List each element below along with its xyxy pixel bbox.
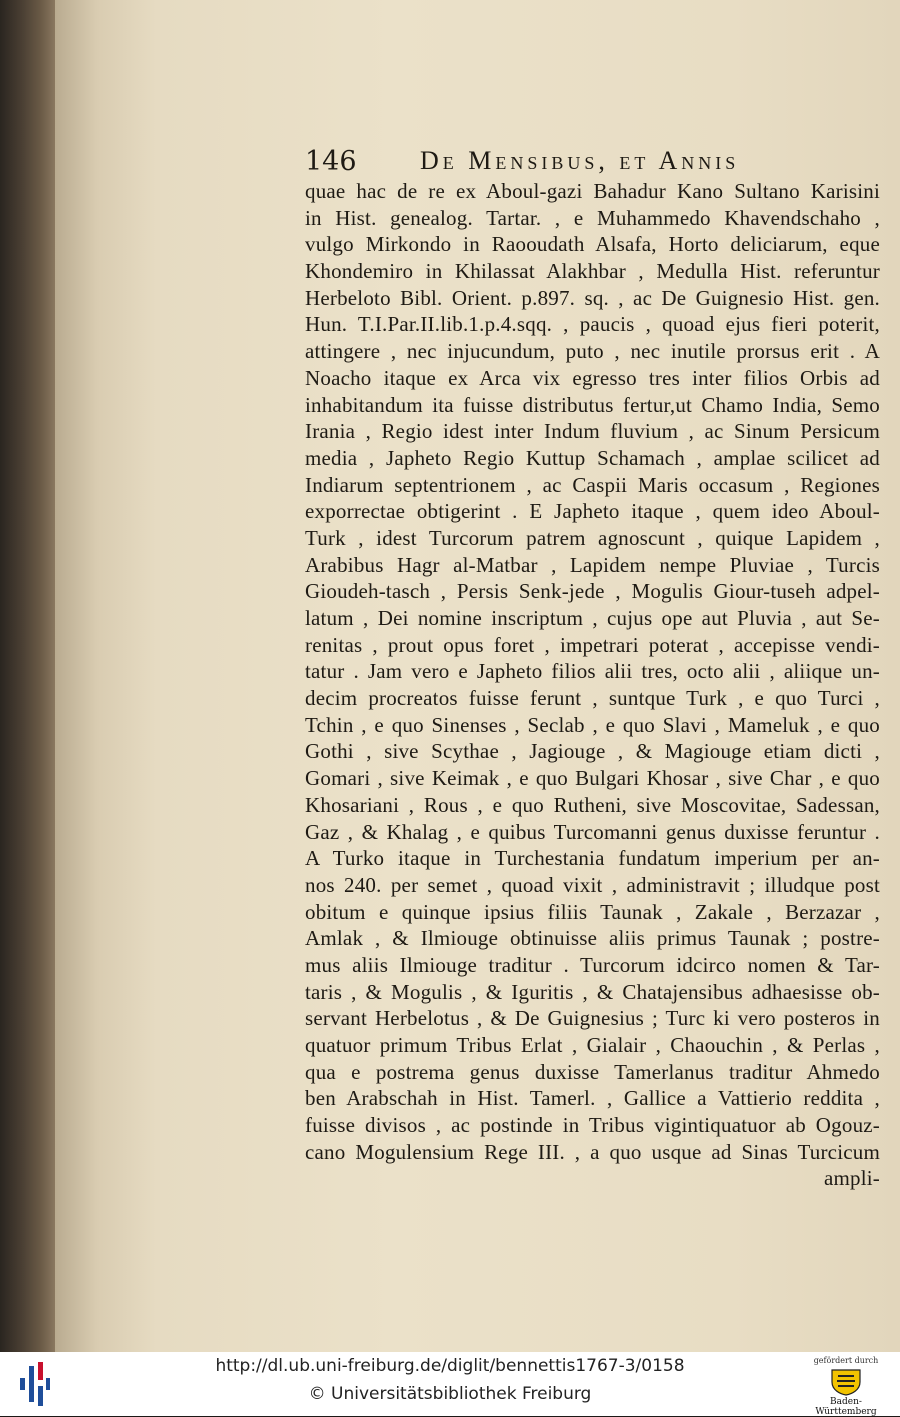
text-line: Noacho itaque ex Arca vix egresso tres inter filios Orbis ad xyxy=(305,365,880,390)
text-line: taris , & Mogulis , & Iguritis , & Chatajensibus adhaesisse ob- xyxy=(305,979,880,1004)
text-line: Irania , Regio idest inter Indum fluvium , ac Sinum Persicum xyxy=(305,419,880,444)
page-number: 146 xyxy=(305,146,357,177)
body-text xyxy=(305,178,880,1192)
text-line: fuisse divisos , ac postinde in Tribus vigintiquatuor ab Ogouz- xyxy=(305,1113,880,1138)
text-line: inhabitandum ita fuisse distributus fertur,ut Chamo India, Semo xyxy=(305,392,880,417)
text-line: media , Japheto Regio Kuttup Schamach , amplae scilicet ad xyxy=(305,445,880,470)
copyright-notice: © Universitätsbibliothek Freiburg xyxy=(308,1384,592,1404)
text-line: qua e postrema genus duxisse Tamerlanus traditur Ahmedo xyxy=(305,1059,880,1084)
book-spine-shadow xyxy=(0,0,55,1352)
sponsor-caption: gefördert durch xyxy=(813,1356,879,1365)
text-line: Arabibus Hagr al-Matbar , Lapidem nempe Pluviae , Turcis xyxy=(305,552,880,577)
text-line: obitum e quinque ipsius filiis Taunak , Zakale , Berzazar , xyxy=(305,899,880,924)
text-line: Gothi , sive Scythae , Jagiouge , & Magiouge etiam dicti , xyxy=(305,739,880,764)
text-line: cano Mogulensium Rege III. , a quo usque ad Sinas Turcicum xyxy=(305,1139,880,1164)
text-line: decim procreatos fuisse ferunt , suntque Turk , e quo Turci , xyxy=(305,686,880,711)
text-line: nos 240. per semet , quoad vixit , administravit ; illudque post xyxy=(305,872,880,897)
permalink-url[interactable]: http://dl.ub.uni-freiburg.de/diglit/bennettis1767-3/0158 xyxy=(215,1356,685,1376)
text-line: vulgo Mirkondo in Raooudath Alsafa, Horto deliciarum, eque xyxy=(305,232,880,257)
text-line: Turk , idest Turcorum patrem agnoscunt , quique Lapidem , xyxy=(305,525,880,550)
text-line: Khondemiro in Khilassat Alakhbar , Medulla Hist. referuntur xyxy=(305,259,880,284)
text-line: Gomari , sive Keimak , e quo Bulgari Khosar , sive Char , e quo xyxy=(305,766,880,791)
text-line: Tchin , e quo Sinenses , Seclab , e quo Slavi , Mameluk , e quo xyxy=(305,712,880,737)
running-title: De Mensibus, et Annis xyxy=(420,146,740,175)
text-line: Khosariani , Rous , e quo Rutheni, sive Moscovitae, Sadessan, xyxy=(305,792,880,817)
text-line: attingere , nec injucundum, puto , nec inutile prorsus erit . A xyxy=(305,339,880,364)
text-line: A Turko itaque in Turchestania fundatum imperium per an- xyxy=(305,846,880,871)
page-header xyxy=(305,146,775,180)
text-line: tatur . Jam vero e Japheto filios alii tres, octo alii , aliique un- xyxy=(305,659,880,684)
text-line: Gaz , & Khalag , e quibus Turcomanni genus duxisse feruntur . xyxy=(305,819,880,844)
text-line: latum , Dei nomine inscriptum , cujus ope aut Pluvia , aut Se- xyxy=(305,606,880,630)
text-line: mus aliis Ilmiouge traditur . Turcorum idcirco nomen & Tar- xyxy=(305,952,880,977)
text-line: Indiarum septentrionem , ac Caspii Maris occasum , Regiones xyxy=(305,472,880,497)
text-line: ampli- xyxy=(823,1166,880,1191)
text-line: servant Herbelotus , & De Guignesius ; Turc ki vero posteros in xyxy=(305,1006,880,1031)
baden-wuerttemberg-crest-icon xyxy=(830,1368,862,1396)
text-line: Gioudeh-tasch , Persis Senk-jede , Mogulis Giour-tuseh adpel- xyxy=(305,579,880,604)
sponsor-block xyxy=(800,1356,892,1417)
text-line: in Hist. genealog. Tartar. , e Muhammedo Khavendschaho , xyxy=(305,205,880,230)
sponsor-name: Baden-Württemberg xyxy=(815,1397,877,1417)
text-line: ben Arabschah in Hist. Tamerl. , Gallice a Vattierio reddita , xyxy=(305,1086,880,1111)
text-line: Hun. T.I.Par.II.lib.1.p.4.sqq. , paucis , quoad ejus fieri poterit, xyxy=(305,312,880,337)
text-line: quatuor primum Tribus Erlat , Gialair , Chaouchin , & Perlas , xyxy=(305,1033,880,1057)
text-line: exporrectae obtigerint . E Japheto itaque , quem ideo Aboul- xyxy=(305,499,880,524)
text-line: renitas , prout opus foret , impetrari poterat , accepisse vendi- xyxy=(305,632,880,657)
viewer-footer xyxy=(0,1352,900,1416)
text-line: Herbeloto Bibl. Orient. p.897. sq. , ac De Guignesio Hist. gen. xyxy=(305,285,880,310)
text-line: Amlak , & Ilmiouge obtinuisse aliis primus Taunak ; postre- xyxy=(305,926,880,951)
text-line: quae hac de re ex Aboul-gazi Bahadur Kano Sultano Karisini xyxy=(305,179,880,203)
